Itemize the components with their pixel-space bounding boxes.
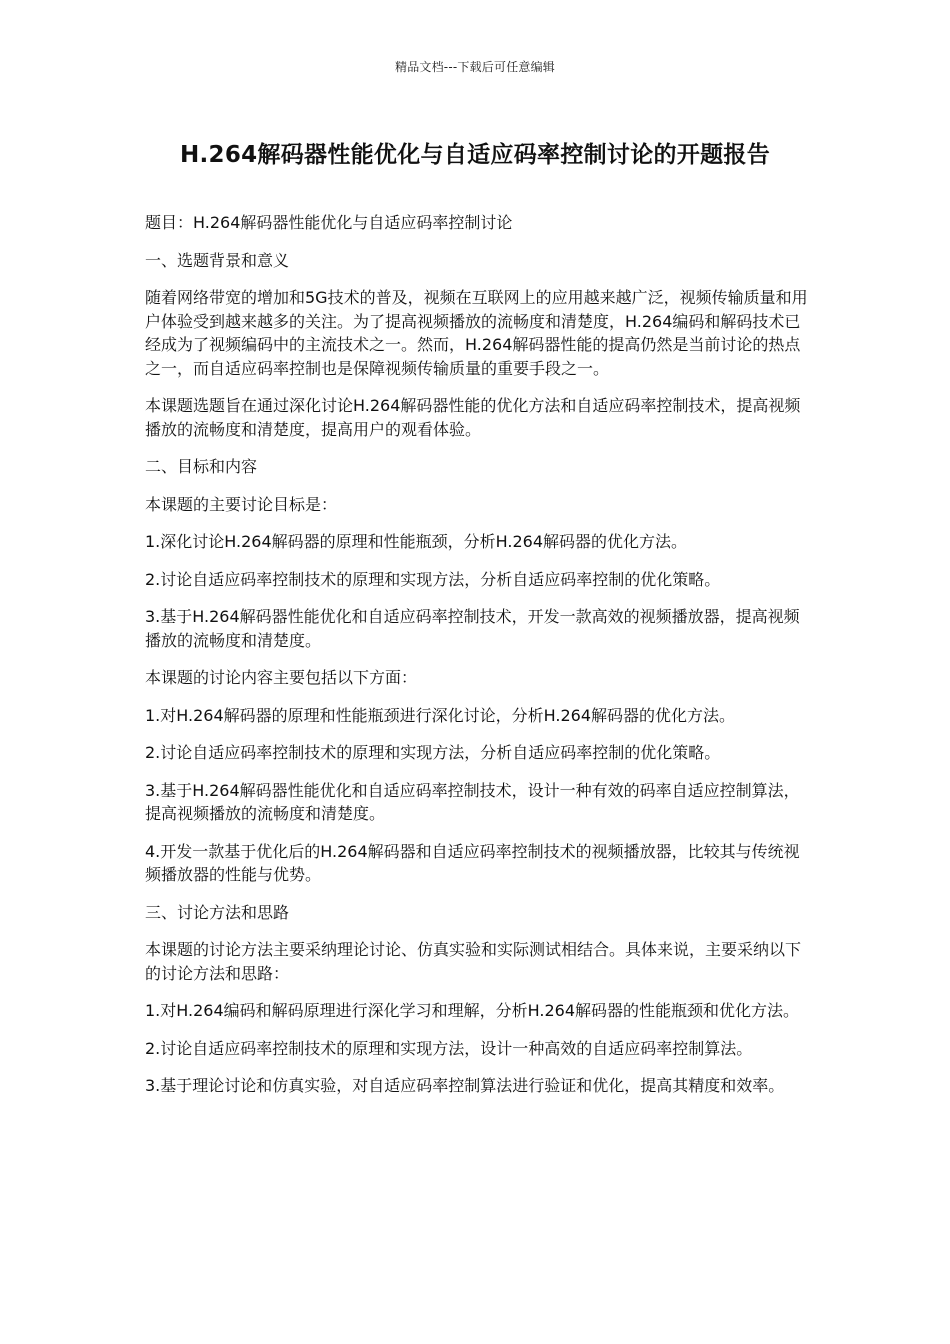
purpose-paragraph: 本课题选题旨在通过深化讨论H.264解码器性能的优化方法和自适应码率控制技术，提高视频播放的流畅度和清楚度，提高用户的观看体验。 (145, 396, 801, 439)
document-title: H.264解码器性能优化与自适应码率控制讨论的开题报告 (179, 142, 771, 168)
goals-intro: 本课题的主要讨论目标是： (145, 494, 338, 514)
content-item: 2.讨论自适应码率控制技术的原理和实现方法，分析自适应码率控制的优化策略。 (145, 743, 721, 762)
goal-item: 1.深化讨论H.264解码器的原理和性能瓶颈，分析H.264解码器的优化方法。 (145, 532, 688, 551)
section-heading-background: 一、选题背景和意义 (145, 250, 290, 270)
methods-intro: 本课题的讨论方法主要采纳理论讨论、仿真实验和实际测试相结合。具体来说，主要采纳以下的讨论方法和思路： (145, 940, 802, 983)
content-item: 1.对H.264解码器的原理和性能瓶颈进行深化讨论，分析H.264解码器的优化方法。 (145, 705, 736, 725)
document-body (145, 211, 810, 1112)
method-item: 3.基于理论讨论和仿真实验，对自适应码率控制算法进行验证和优化，提高其精度和效率。 (145, 1076, 785, 1095)
background-paragraph: 随着网络带宽的增加和5G技术的普及，视频在互联网上的应用越来越广泛，视频传输质量和用户体验受到越来越多的关注。为了提高视频播放的流畅度和清楚度，H.264编码和解码技术已经成为了视频编码中的主流技术之一。然而，H.264解码器性能的提高仍然是当前讨论的热点之一，而自适应码率控制也是保障视频传输质量的重要手段之一。 (145, 288, 808, 378)
content-intro: 本课题的讨论内容主要包括以下方面： (145, 668, 418, 687)
method-item: 1.对H.264编码和解码原理进行深化学习和理解，分析H.264解码器的性能瓶颈和优化方法。 (145, 1001, 800, 1020)
section-heading-methods: 三、讨论方法和思路 (145, 902, 290, 922)
section-heading-goals: 二、目标和内容 (145, 457, 258, 476)
goal-item: 2.讨论自适应码率控制技术的原理和实现方法，分析自适应码率控制的优化策略。 (145, 569, 721, 589)
goal-item: 3.基于H.264解码器性能优化和自适应码率控制技术，开发一款高效的视频播放器，提高视频播放的流畅度和清楚度。 (145, 607, 800, 650)
topic-line: 题目：H.264解码器性能优化与自适应码率控制讨论 (145, 213, 513, 232)
content-item: 4.开发一款基于优化后的H.264解码器和自适应码率控制技术的视频播放器，比较其与传统视频播放器的性能与优势。 (145, 841, 800, 884)
method-item: 2.讨论自适应码率控制技术的原理和实现方法，设计一种高效的自适应码率控制算法。 (145, 1038, 753, 1058)
content-item: 3.基于H.264解码器性能优化和自适应码率控制技术，设计一种有效的码率自适应控制算法，提高视频播放的流畅度和清楚度。 (145, 780, 800, 823)
page-header: 精品文档---下载后可任意编辑 (395, 60, 555, 74)
